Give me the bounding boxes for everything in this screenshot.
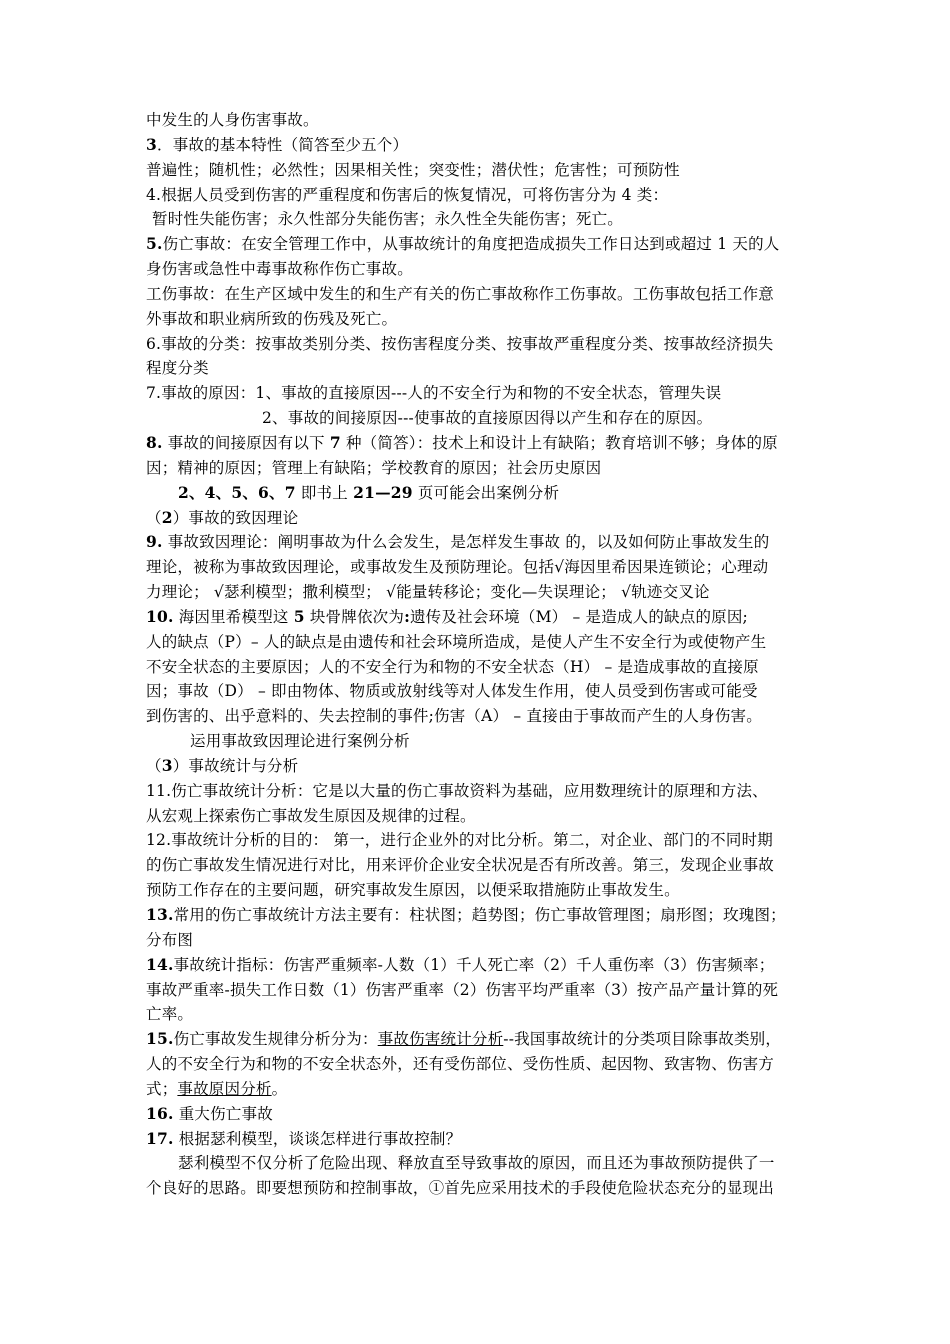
text-run: 中发生的人身伤害事故。 bbox=[146, 111, 319, 129]
text-run: 根据瑟利模型，谈谈怎样进行事故控制？ bbox=[173, 1129, 462, 1148]
text-line bbox=[146, 555, 810, 580]
text-line bbox=[146, 729, 810, 754]
bold-text: 3 bbox=[161, 755, 173, 775]
bold-text: : bbox=[404, 606, 410, 626]
text-line bbox=[146, 133, 810, 158]
text-run: 亡率。 bbox=[146, 1005, 194, 1024]
bold-text: 14. bbox=[146, 954, 174, 974]
text-run: 普遍性；随机性；必然性；因果相关性；突变性；潜伏性；危害性；可预防性 bbox=[146, 160, 680, 179]
text-line bbox=[146, 878, 810, 903]
bold-text: 2 bbox=[161, 507, 173, 527]
text-run: 4.根据人员受到伤害的严重程度和伤害后的恢复情况，可将伤害分为 4 类： bbox=[146, 185, 669, 204]
text-run: 事故致因理论：阐明事故为什么会发生，是怎样发生事故 的，以及如何防止事故发生的 bbox=[162, 533, 770, 552]
text-line bbox=[146, 630, 810, 655]
text-line bbox=[146, 953, 810, 978]
text-line bbox=[146, 1127, 810, 1152]
text-run: 事故的间接原因有以下 bbox=[162, 433, 330, 452]
text-line bbox=[146, 779, 810, 804]
text-run: 6.事故的分类：按事故类别分类、按伤害程度分类、按事故严重程度分类、按事故经济损失 bbox=[146, 334, 774, 353]
text-line bbox=[146, 356, 810, 381]
text-line bbox=[146, 183, 810, 208]
text-line bbox=[146, 1176, 810, 1201]
text-run: 种（简答）：技术上和设计上有缺陷；教育培训不够；身体的原 bbox=[340, 433, 778, 452]
bold-text: 9. bbox=[146, 532, 163, 552]
text-run: 2、事故的间接原因---使事故的直接原因得以产生和存在的原因。 bbox=[262, 409, 713, 428]
text-run: 事故严重率-损失工作日数（1）伤害严重率（2）伤害平均严重率（3）按产品产量计算的死 bbox=[146, 980, 779, 999]
text-run: 人的不安全行为和物的不安全状态外，还有受伤部位、受伤性质、起因物、致害物、伤害方 bbox=[146, 1055, 775, 1074]
text-run: 到伤害的、出乎意料的、失去控制的事件;伤害（A） – 直接由于事故而产生的人身伤害。 bbox=[146, 707, 762, 726]
text-line bbox=[146, 754, 810, 779]
text-run: 11.伤亡事故统计分析：它是以大量的伤亡事故资料为基础，应用数理统计的原理和方法、 bbox=[146, 781, 768, 800]
bold-text: 5 bbox=[293, 606, 305, 626]
text-run: 分布图 bbox=[146, 930, 194, 949]
text-run: 程度分类 bbox=[146, 359, 209, 378]
bold-text: 7 bbox=[329, 432, 341, 452]
text-line bbox=[146, 307, 810, 332]
text-run: 个良好的思路。即要想预防和控制事故，①首先应采用技术的手段使危险状态充分的显现出 bbox=[146, 1179, 775, 1198]
text-run: 力理论； √瑟利模型；撒利模型； √能量转移论；变化—失误理论； √轨迹交叉论 bbox=[146, 583, 710, 602]
text-line bbox=[146, 1052, 810, 1077]
text-run: 伤亡事故：在安全管理工作中，从事故统计的角度把造成损失工作日达到或超过 1 天的人 bbox=[162, 235, 780, 254]
text-run: 身伤害或急性中毒事故称作伤亡事故。 bbox=[146, 260, 413, 279]
text-run: 因；精神的原因；管理上有缺陷；学校教育的原因；社会历史原因 bbox=[146, 458, 602, 477]
text-line bbox=[146, 1151, 810, 1176]
text-run: 不安全状态的主要原因；人的不安全行为和物的不安全状态（H） – 是造成事故的直接原 bbox=[146, 657, 759, 676]
bold-text: 21—29 bbox=[353, 482, 413, 502]
text-line bbox=[146, 580, 810, 605]
text-run: 预防工作存在的主要问题，研究事故发生原因，以便采取措施防止事故发生。 bbox=[146, 881, 680, 900]
text-run: --我国事故统计的分类项目除事故类别， bbox=[503, 1030, 782, 1049]
text-run: 事故统计指标：伤害严重频率-人数（1）千人死亡率（2）千人重伤率（3）伤害频率； bbox=[173, 955, 775, 974]
text-line bbox=[146, 828, 810, 853]
text-line bbox=[146, 431, 810, 456]
text-line bbox=[146, 1002, 810, 1027]
bold-text: 3 bbox=[146, 134, 157, 154]
text-line bbox=[146, 704, 810, 729]
text-line bbox=[146, 232, 810, 257]
text-run: （ bbox=[146, 756, 162, 775]
text-line bbox=[146, 605, 810, 630]
bold-text: 15. bbox=[146, 1029, 174, 1049]
text-run: 遗传及社会环境（M） – 是造成人的缺点的原因; bbox=[409, 607, 748, 626]
text-run: 因；事故（D） – 即由物体、物质或放射线等对人体发生作用，使人员受到伤害或可能受 bbox=[146, 682, 758, 701]
underlined-term: 事故原因分析 bbox=[177, 1079, 272, 1098]
text-run: ．事故的基本特性（简答至少五个） bbox=[157, 135, 409, 154]
text-run: 人的缺点（P）– 人的缺点是由遗传和社会环境所造成，是使人产生不安全行为或使物产生 bbox=[146, 632, 767, 651]
bold-text: 5. bbox=[146, 234, 163, 254]
text-run: 理论，被称为事故致因理论，或事故发生及预防理论。包括√海因里希因果连锁论；心理动 bbox=[146, 558, 769, 577]
text-run: （ bbox=[146, 508, 162, 527]
text-run: 式； bbox=[146, 1079, 178, 1098]
text-run: 伤亡事故发生规律分析分为： bbox=[173, 1030, 378, 1049]
text-line bbox=[146, 108, 810, 133]
bold-text: 8. bbox=[146, 432, 163, 452]
text-line bbox=[146, 406, 810, 431]
text-run: 工伤事故：在生产区域中发生的和生产有关的伤亡事故称作工伤事故。工伤事故包括工作意 bbox=[146, 284, 775, 303]
text-line bbox=[146, 804, 810, 829]
document-page bbox=[146, 108, 810, 1201]
text-run: 的伤亡事故发生情况进行对比，用来评价企业安全状况是否有所改善。第三，发现企业事故 bbox=[146, 856, 775, 875]
text-run: 外事故和职业病所致的伤残及死亡。 bbox=[146, 309, 398, 328]
text-line bbox=[146, 928, 810, 953]
text-run: 。 bbox=[271, 1079, 288, 1098]
bold-text: 13. bbox=[146, 905, 174, 924]
text-line bbox=[146, 456, 810, 481]
text-run: 12.事故统计分析的目的： 第一，进行企业外的对比分析。第二，对企业、部门的不同时期 bbox=[146, 831, 773, 850]
text-line bbox=[146, 679, 810, 704]
text-run: 瑟利模型不仅分析了危险出现、释放直至导致事故的原因，而且还为事故预防提供了一 bbox=[178, 1154, 775, 1173]
text-run: 运用事故致因理论进行案例分析 bbox=[190, 732, 410, 751]
bold-text: 2、4、5、6、7 bbox=[178, 482, 296, 502]
text-line bbox=[146, 655, 810, 680]
text-run: 暂时性失能伤害；永久性部分失能伤害；永久性全失能伤害；死亡。 bbox=[152, 210, 624, 229]
text-line bbox=[146, 1077, 810, 1102]
bold-text: 10. bbox=[146, 606, 174, 626]
text-line bbox=[146, 903, 810, 928]
text-line bbox=[146, 1027, 810, 1052]
text-run: 即书上 bbox=[295, 483, 354, 502]
text-line bbox=[146, 381, 810, 406]
text-run: 海因里希模型这 bbox=[173, 607, 294, 626]
text-line bbox=[146, 158, 810, 183]
text-run: 重大伤亡事故 bbox=[173, 1104, 273, 1123]
text-run: 块骨牌依次为 bbox=[304, 607, 405, 626]
underlined-term: 事故伤害统计分析 bbox=[377, 1030, 504, 1049]
text-run: 常用的伤亡事故统计方法主要有：柱状图；趋势图；伤亡事故管理图；扇形图；玫瑰图； bbox=[173, 906, 786, 924]
text-run: 从宏观上探索伤亡事故发生原因及规律的过程。 bbox=[146, 806, 476, 825]
text-run: 页可能会出案例分析 bbox=[412, 483, 560, 502]
text-line bbox=[146, 257, 810, 282]
text-line bbox=[146, 481, 810, 506]
text-line bbox=[146, 1102, 810, 1127]
text-run: ）事故的致因理论 bbox=[172, 508, 299, 527]
text-line bbox=[146, 978, 810, 1003]
text-line bbox=[146, 530, 810, 555]
text-run: ）事故统计与分析 bbox=[172, 756, 299, 775]
text-line bbox=[146, 332, 810, 357]
bold-text: 17. bbox=[146, 1128, 174, 1148]
text-run: 7.事故的原因：1、事故的直接原因---人的不安全行为和物的不安全状态，管理失误 bbox=[146, 384, 722, 403]
text-line bbox=[146, 853, 810, 878]
text-line bbox=[146, 282, 810, 307]
text-line bbox=[146, 207, 810, 232]
bold-text: 16. bbox=[146, 1103, 174, 1123]
text-line bbox=[146, 506, 810, 531]
